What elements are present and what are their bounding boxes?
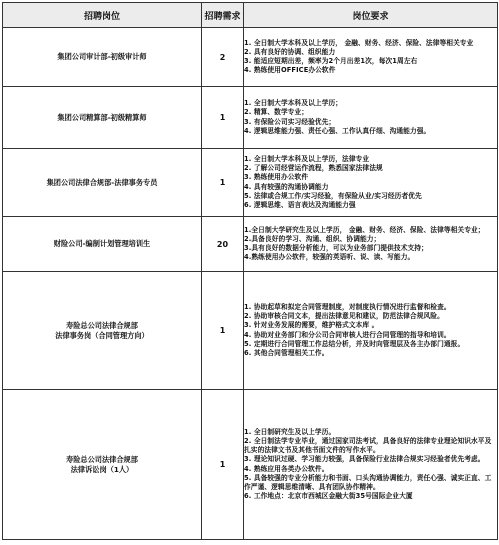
requirement-line: 3. 熟练使用办公软件 (244, 173, 309, 182)
table-row (3, 390, 498, 540)
position-name: 寿险总公司法律合规部 (66, 320, 138, 330)
requirement-line: 5. 法律或合规工作/实习经验，有保险从业/实习经历者优先 (244, 191, 422, 200)
requirement-line: 1. 协助起草和拟定合同管理制度，对制度执行情况进行监督和检查。 (244, 302, 451, 311)
recruitment-table (2, 2, 498, 540)
position-cell (3, 87, 202, 149)
requirement-line: 3.具有良好的数据分析能力，可以为业务部门提供技术支持； (244, 244, 428, 252)
count-cell: 1 (202, 390, 244, 540)
requirements-cell (244, 149, 498, 217)
requirement-line: 4.熟练使用办公软件，较强的英语听、说、读、写能力。 (244, 253, 415, 262)
requirement-line: 2.具备良好的学习、沟通、组织、协调能力； (244, 234, 381, 243)
position-subtitle: 法律事务岗（合同管理方向） (55, 330, 149, 340)
requirement-line: 6. 逻辑思维、语言表达及沟通能力强 (244, 200, 356, 209)
table-row (3, 28, 498, 87)
requirement-line: 3. 能适应短期出差，频率为2个月出差1次，每次1周左右 (244, 57, 418, 65)
requirement-line: 5. 定期进行合同管理工作总结分析，并及时向管理层及各主办部门通报。 (244, 339, 465, 348)
table-row (3, 272, 498, 390)
requirement-line: 2. 具有良好的协调、组织能力 (244, 47, 336, 56)
position-name: 财险公司-编制计划管理培训生 (53, 239, 151, 248)
requirements-cell (244, 390, 498, 540)
requirement-line: 4. 协助对业务部门和分公司合同审核人进行合同管理的指导和培训。 (244, 330, 451, 339)
position-cell (3, 28, 202, 87)
requirements-cell (244, 28, 498, 87)
table-row (3, 217, 498, 272)
table-row (3, 149, 498, 217)
requirement-line: 1. 全日制大学本科及以上学历，法律专业 (244, 154, 370, 163)
position-cell (3, 390, 202, 540)
table-row (3, 87, 498, 149)
count-cell: 1 (202, 149, 244, 217)
requirement-line: 6. 工作地点：北京市西城区金融大街35号国际企业大厦 (244, 492, 413, 501)
table-header-row (3, 3, 498, 28)
requirements-cell (244, 272, 498, 390)
requirements-cell (244, 217, 498, 272)
requirement-line: 4. 熟练使用OFFICE办公软件 (244, 66, 336, 75)
position-subtitle: 法律诉讼岗（1人） (70, 464, 134, 474)
requirement-line: 3. 有保险公司实习经验优先； (244, 117, 336, 126)
position-cell (3, 149, 202, 217)
requirement-line: 2. 了解公司经营运作流程，熟悉国家法律法规 (244, 164, 383, 173)
header-requirements: 岗位要求 (244, 3, 498, 28)
requirement-line: 5. 具备较强的专业分析能力和书面、口头沟通协调能力，责任心强、诚实正直、工作严谨、逻辑思维清晰、具有团队协作精神。 (244, 473, 492, 491)
requirement-line: 6. 其他合同管理相关工作。 (244, 348, 329, 357)
position-name: 集团公司法律合规部-法律事务专员 (46, 177, 158, 187)
position-cell (3, 217, 202, 272)
requirement-line: 1. 全日制大学本科及以上学历， 金融、财务、经济、保险、法律等相关专业 (244, 38, 474, 47)
requirement-line: 2. 协助审核合同文本，提出法律意见和建议，防范法律合规风险。 (244, 312, 444, 321)
count-cell: 2 (202, 28, 244, 87)
position-name: 集团公司审计部-初级审计师 (57, 52, 147, 61)
requirement-line: 3. 针对业务发展的需要，维护格式文本库 。 (244, 321, 379, 330)
header-count: 招聘需求 (202, 3, 244, 28)
count-cell: 1 (202, 87, 244, 149)
requirement-line: 2. 精算、数学专业； (244, 108, 309, 117)
position-name: 集团公司精算部-初级精算师 (57, 112, 147, 122)
requirement-line: 2. 全日制法学专业毕业，通过国家司法考试，具备良好的法律专业理论知识水平及扎实的法律文书及其他书面文件的写作水平。 (244, 436, 492, 455)
requirements-cell (244, 87, 498, 149)
count-cell: 1 (202, 272, 244, 390)
requirement-line: 3. 理论知识过硬、学习能力较强，具备保险行业法律合规实习经验者优先考虑。 (244, 455, 485, 464)
requirement-line: 4. 具有较强的沟通协调能力 (244, 182, 329, 191)
position-name: 寿险总公司法律合规部 (66, 454, 138, 464)
position-cell (3, 272, 202, 390)
count-cell: 20 (202, 217, 244, 272)
requirement-line: 1. 全日制大学本科及以上学历； (244, 99, 343, 108)
requirement-line: 4. 逻辑思维能力强、责任心强、工作认真仔细、沟通能力强。 (244, 126, 431, 135)
requirement-line: 1.全日制大学研究生及以上学历， 金融、财务、经济、保险、法律等相关专业； (244, 225, 485, 234)
header-position: 招聘岗位 (3, 3, 202, 28)
requirement-line: 1. 全日制研究生及以上学历。 (244, 427, 336, 436)
requirement-line: 4. 熟练应用各类办公软件。 (244, 464, 329, 473)
